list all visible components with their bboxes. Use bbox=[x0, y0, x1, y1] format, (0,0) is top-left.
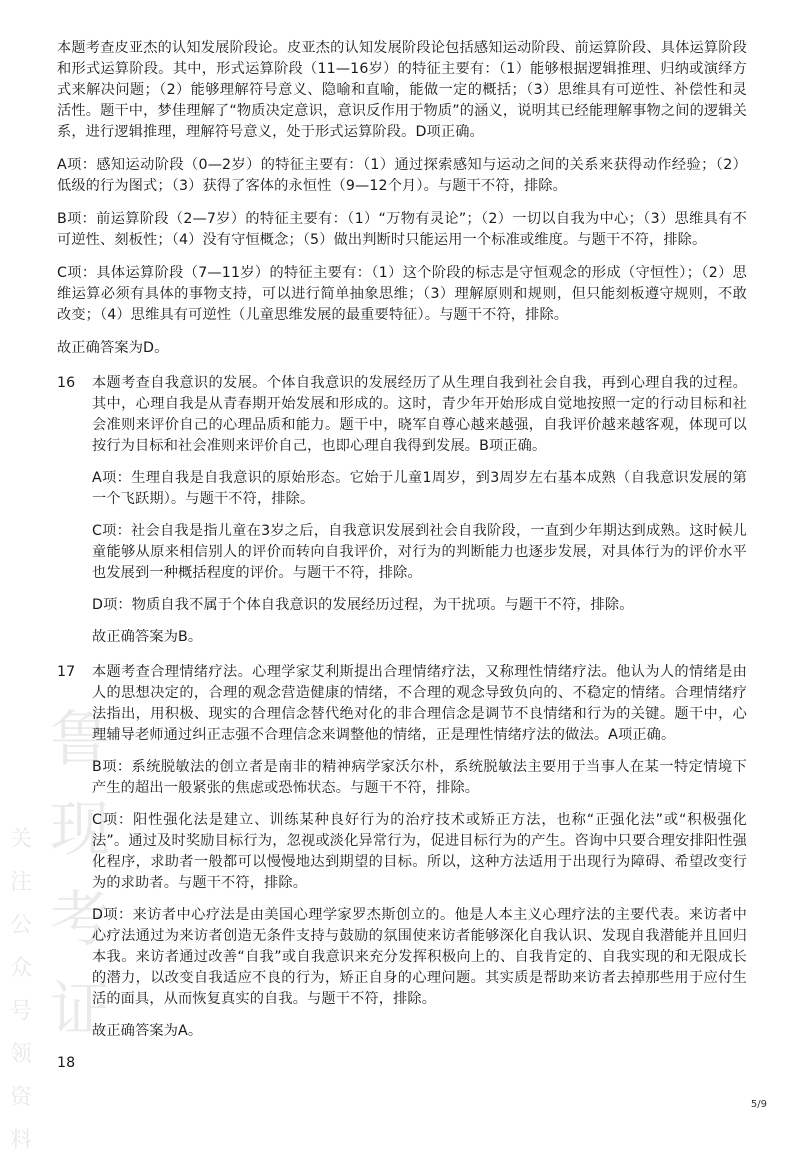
explanation-paragraph: 本题考查皮亚杰的认知发展阶段论。皮亚杰的认知发展阶段论包括感知运动阶段、前运算阶段、具体运算阶段和形式运算阶段。其中，形式运算阶段（11—16岁）的特征主要有：（1）能够根据逻辑推理、归纳或演绎方式来解决问题；（2）能够理解符号意义、隐喻和直喻，能做一定的概括；（3）思维具有可逆性、补偿性和灵活性。题干中，梦佳理解了“物质决定意识，意识反作用于物质”的涵义，说明其已经能理解事物之间的逻辑关系，进行逻辑推理，理解符号意义，处于形式运算阶段。D项正确。 bbox=[57, 40, 747, 140]
option-d-analysis: D项：来访者中心疗法是由美国心理学家罗杰斯创立的。他是人本主义心理疗法的主要代表。来访者中心疗法通过为来访者创造无条件支持与鼓励的氛围使来访者能够深化自我认识、发现自我潜能并且回归本我。来访者通过改善“自我”或自我意识来充分发挥积极向上的、自我肯定的、自我实现的和无限成长的潜力，以改变自我适应不良的行为，矫正自身的心理问题。其实质是帮助来访者去掉那些用于应付生活的面具，从而恢复真实的自我。与题干不符，排除。 bbox=[92, 907, 747, 1007]
watermark-char: 公 bbox=[9, 913, 32, 938]
page-number: 5/9 bbox=[750, 1099, 767, 1110]
explanation-paragraph: 本题考查合理情绪疗法。心理学家艾利斯提出合理情绪疗法，又称理性情绪疗法。他认为人的情绪是由人的思想决定的，合理的观念营造健康的情绪，不合理的观念导致负向的、不稳定的情绪。合理情绪疗法指出，用积极、现实的合理信念替代绝对化的非合理信念是调节不良情绪和行为的关键。题干中，心理辅导老师通过纠正志强不合理信念来调整他的情绪，正是理性情绪疗法的做法。A项正确。 bbox=[92, 664, 747, 743]
option-c-analysis: C项：阳性强化法是建立、训练某种良好行为的治疗技术或矫正方法，也称“正强化法”或“积极强化法”。通过及时奖励目标行为，忽视或淡化异常行为，促进目标行为的产生。咨询中只要合理安排阳性强化程序，求助者一般都可以慢慢地达到期望的目标。所以，这种方法适用于出现行为障碍、希望改变行为的求助者。与题干不符，排除。 bbox=[92, 812, 747, 891]
q17-explanation bbox=[57, 662, 747, 1042]
q16-explanation bbox=[57, 373, 747, 648]
watermark-char: 号 bbox=[9, 999, 32, 1024]
watermark-char: 资 bbox=[9, 1085, 32, 1110]
watermark-char: 注 bbox=[9, 870, 32, 895]
watermark-char: 现 bbox=[50, 795, 110, 865]
option-c-analysis: C项：具体运算阶段（7—11岁）的特征主要有：（1）这个阶段的标志是守恒观念的形成（守恒性）；（2）思维运算必须有具体的事物支持，可以进行简单抽象思维；（3）理解原则和规则，但只能刻板遵守规则，不敢改变；（4）思维具有可逆性（儿童思维发展的最重要特征）。与题干不符，排除。 bbox=[57, 265, 747, 323]
option-b-analysis: B项：系统脱敏法的创立者是南非的精神病学家沃尔朴，系统脱敏法主要用于当事人在某一特定情境下产生的超出一般紧张的焦虑或恐怖状态。与题干不符，排除。 bbox=[92, 759, 747, 796]
watermark-char: 关 bbox=[9, 827, 32, 852]
explanation-paragraph: 本题考查自我意识的发展。个体自我意识的发展经历了从生理自我到社会自我，再到心理自我的过程。其中，心理自我是从青春期开始发展和形成的。这时，青少年开始形成自觉地按照一定的行动目标和社会准则来评价自己的心理品质和能力。题干中，晓军自尊心越来越强，自我评价越来越客观，体现可以按行为目标和社会准则来评价自己，也即心理自我得到发展。B项正确。 bbox=[92, 375, 747, 454]
option-b-analysis: B项：前运算阶段（2—7岁）的特征主要有：（1）“万物有灵论”；（2）一切以自我为中心；（3）思维具有不可逆性、刻板性；（4）没有守恒概念；（5）做出判断时只能运用一个标准或维度。与题干不符，排除。 bbox=[57, 211, 747, 248]
question-number: 16 bbox=[57, 375, 76, 391]
option-c-analysis: C项：社会自我是指儿童在3岁之后，自我意识发展到社会自我阶段，一直到少年期达到成熟。这时候儿童能够从原来相信别人的评价而转向自我评价，对行为的判断能力也逐步发展，对具体行为的评价水平也发展到一种概括程度的评价。与题干不符，排除。 bbox=[92, 523, 747, 581]
option-d-analysis: D项：物质自我不属于个体自我意识的发展经历过程，为干扰项。与题干不符，排除。 bbox=[92, 597, 634, 613]
option-a-analysis: A项：生理自我是自我意识的原始形态。它始于儿童1周岁，到3周岁左右基本成熟（自我意识发展的第一个飞跃期）。与题干不符，排除。 bbox=[92, 470, 747, 507]
watermark-char: 鲁 bbox=[50, 705, 110, 775]
watermark-char: 料 bbox=[9, 1128, 32, 1153]
question-number: 17 bbox=[57, 664, 76, 680]
watermark-char: 证 bbox=[50, 975, 110, 1045]
option-a-analysis: A项：感知运动阶段（0—2岁）的特征主要有：（1）通过探索感知与运动之间的关系来获得动作经验；（2）低级的行为图式；（3）获得了客体的永恒性（9—12个月）。与题干不符，排除。 bbox=[57, 157, 747, 194]
q15-explanation-continued bbox=[57, 38, 747, 359]
correct-answer-line: 故正确答案为D。 bbox=[57, 340, 169, 356]
watermark-char: 考 bbox=[50, 885, 110, 955]
watermark-vertical-text bbox=[6, 818, 36, 1162]
watermark-char: 领 bbox=[9, 1042, 32, 1067]
question-number: 18 bbox=[57, 1055, 76, 1071]
correct-answer-line: 故正确答案为B。 bbox=[92, 629, 203, 645]
correct-answer-line: 故正确答案为A。 bbox=[92, 1023, 203, 1039]
watermark-char: 众 bbox=[9, 956, 32, 981]
answer-explanations bbox=[57, 38, 747, 1074]
